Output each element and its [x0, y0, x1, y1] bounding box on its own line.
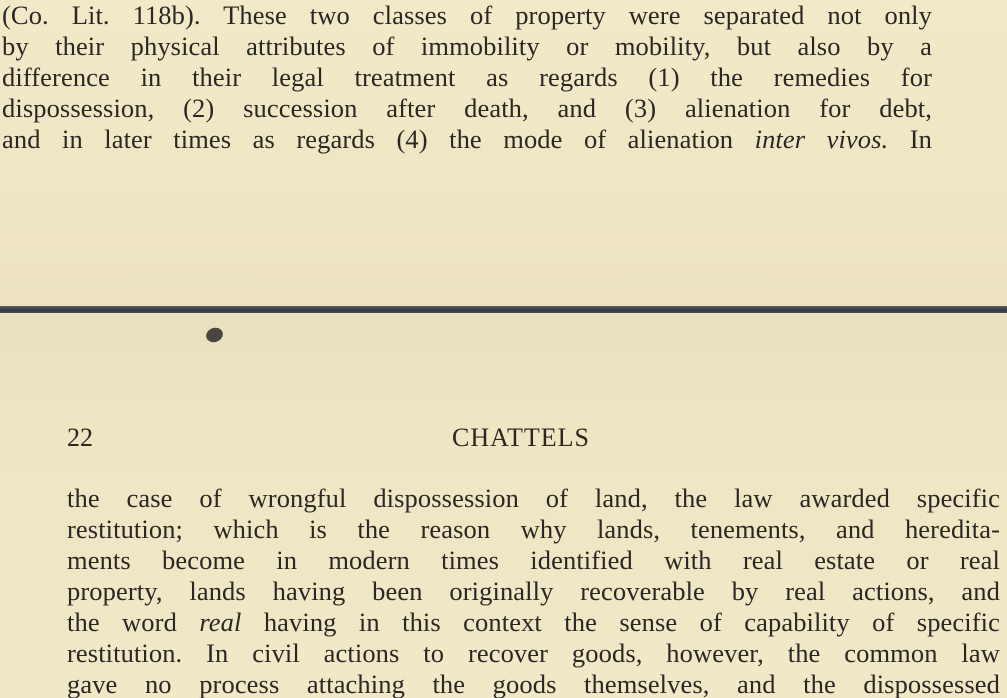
text-line-1: the case of wrongful dispossession of land, the law awarded specific — [67, 483, 1000, 513]
page-number: 22 — [67, 423, 93, 452]
lower-page-text — [67, 483, 1000, 698]
text-line-2: restitution; which is the reason why lands, tenements, and heredita- — [67, 514, 1000, 544]
page-heading: CHATTELS — [452, 423, 590, 452]
text-line-4: property, lands having been originally recoverable by real actions, and — [67, 576, 1000, 606]
upper-page-text — [2, 0, 932, 155]
page-gutter-divider — [0, 306, 1007, 313]
italic-phrase: inter vivos. — [754, 124, 889, 154]
text-line-2: by their physical attributes of immobility or mobility, but also by a — [2, 31, 932, 61]
text-line-5 — [67, 607, 1000, 638]
lower-book-page — [0, 313, 1007, 698]
text-line-3: difference in their legal treatment as regards (1) the remedies for — [2, 62, 932, 92]
text-line-6: restitution. In civil actions to recover goods, however, the common law — [67, 638, 1000, 668]
text-line-1: (Co. Lit. 118b). These two classes of property were separated not only — [2, 0, 932, 30]
text-line-5 — [2, 124, 932, 155]
italic-word: real — [199, 607, 242, 637]
text-line-3: ments become in modern times identified with real estate or real — [67, 545, 1000, 575]
text-line-5-start: the word — [67, 607, 177, 637]
text-line-5-start: and in later times as regards (4) the mode of alienation — [2, 124, 734, 154]
text-line-5-end: having in this context the sense of capability of specific — [263, 607, 1000, 637]
upper-book-page — [0, 0, 1007, 306]
text-line-4: dispossession, (2) succession after death, and (3) alienation for debt, — [2, 93, 932, 123]
running-head — [0, 423, 1007, 459]
text-line-7: gave no process attaching the goods themselves, and the dispossessed — [67, 669, 1000, 698]
text-line-5-end: In — [909, 124, 933, 154]
